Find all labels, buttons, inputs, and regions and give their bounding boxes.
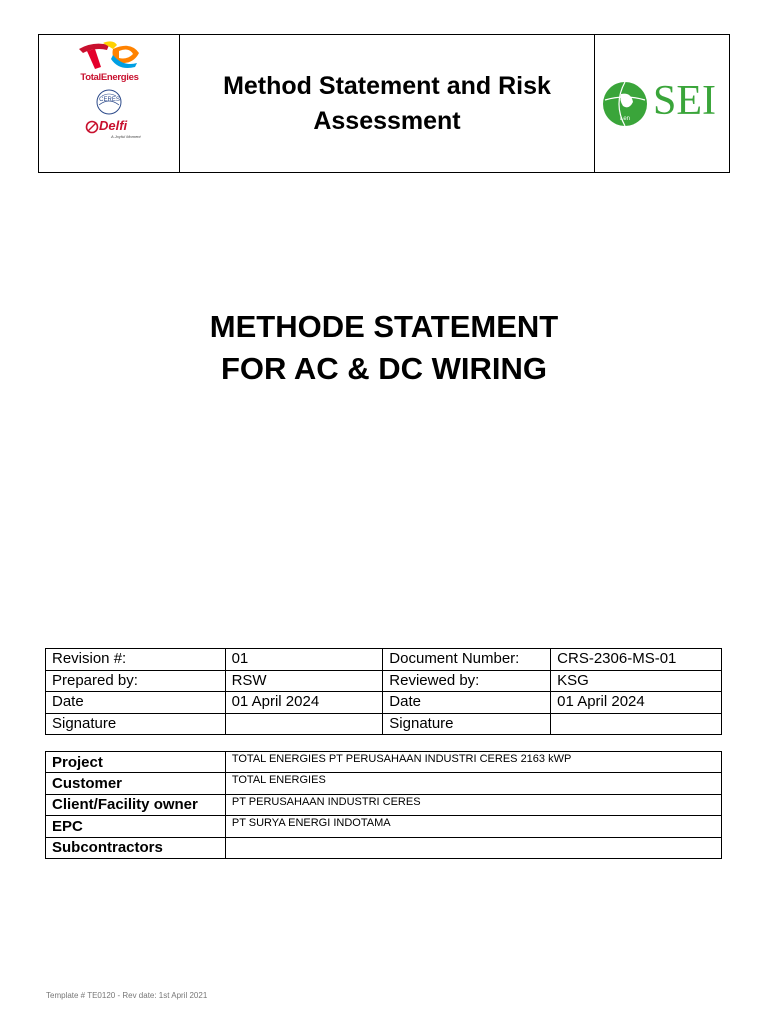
project-label: Project xyxy=(46,752,226,773)
delfi-tagline: A Joyful Moment xyxy=(111,134,141,139)
reviewed-date-value: 01 April 2024 xyxy=(551,692,722,714)
epc-value: PT SURYA ENERGI INDOTAMA xyxy=(225,816,721,837)
table-row xyxy=(46,837,722,858)
document-number-label: Document Number: xyxy=(383,649,551,671)
prepared-signature-label: Signature xyxy=(46,713,226,735)
ceres-wordmark: CERES xyxy=(99,97,120,103)
total-energies-logo-icon xyxy=(73,39,145,71)
subcontractors-label: Subcontractors xyxy=(46,837,226,858)
len-globe-logo-icon xyxy=(601,80,649,128)
epc-label: EPC xyxy=(46,816,226,837)
revision-table xyxy=(45,648,722,735)
document-title-line1: METHODE STATEMENT xyxy=(209,309,559,344)
table-row xyxy=(46,670,722,692)
document-title xyxy=(0,306,768,390)
reviewed-date-label: Date xyxy=(383,692,551,714)
delfi-mark-icon xyxy=(85,120,99,134)
header-title xyxy=(180,35,594,172)
table-row xyxy=(46,692,722,714)
table-row xyxy=(46,752,722,773)
table-row xyxy=(46,649,722,671)
delfi-wordmark: Delfi xyxy=(99,118,128,133)
document-header xyxy=(38,34,730,173)
table-row xyxy=(46,816,722,837)
client-owner-label: Client/Facility owner xyxy=(46,794,226,815)
reviewed-by-label: Reviewed by: xyxy=(383,670,551,692)
total-energies-wordmark: TotalEnergies xyxy=(80,72,139,83)
prepared-date-label: Date xyxy=(46,692,226,714)
revision-value: 01 xyxy=(225,649,383,671)
table-row xyxy=(46,773,722,794)
prepared-by-label: Prepared by: xyxy=(46,670,226,692)
reviewed-signature-label: Signature xyxy=(383,713,551,735)
project-value: TOTAL ENERGIES PT PERUSAHAAN INDUSTRI CERES 2163 kWP xyxy=(225,752,721,773)
sei-wordmark: SEI xyxy=(653,78,716,124)
template-footer: Template # TE0120 - Rev date: 1st April 2021 xyxy=(46,991,208,1000)
table-row xyxy=(46,794,722,815)
prepared-by-value: RSW xyxy=(225,670,383,692)
project-table xyxy=(45,751,722,859)
header-title-line2: Assessment xyxy=(313,106,461,135)
document-number-value: CRS-2306-MS-01 xyxy=(551,649,722,671)
contractor-logo-cell xyxy=(594,35,729,172)
client-logos-cell xyxy=(39,35,180,172)
reviewed-by-value: KSG xyxy=(551,670,722,692)
client-owner-value: PT PERUSAHAAN INDUSTRI CERES xyxy=(225,794,721,815)
len-wordmark: Len xyxy=(619,116,631,122)
customer-label: Customer xyxy=(46,773,226,794)
reviewed-signature-value xyxy=(551,713,722,735)
table-row xyxy=(46,713,722,735)
document-title-line2: FOR AC & DC WIRING xyxy=(220,351,548,386)
customer-value: TOTAL ENERGIES xyxy=(225,773,721,794)
revision-label: Revision #: xyxy=(46,649,226,671)
prepared-date-value: 01 April 2024 xyxy=(225,692,383,714)
prepared-signature-value xyxy=(225,713,383,735)
header-title-line1: Method Statement and Risk xyxy=(223,71,551,100)
subcontractors-value xyxy=(225,837,721,858)
